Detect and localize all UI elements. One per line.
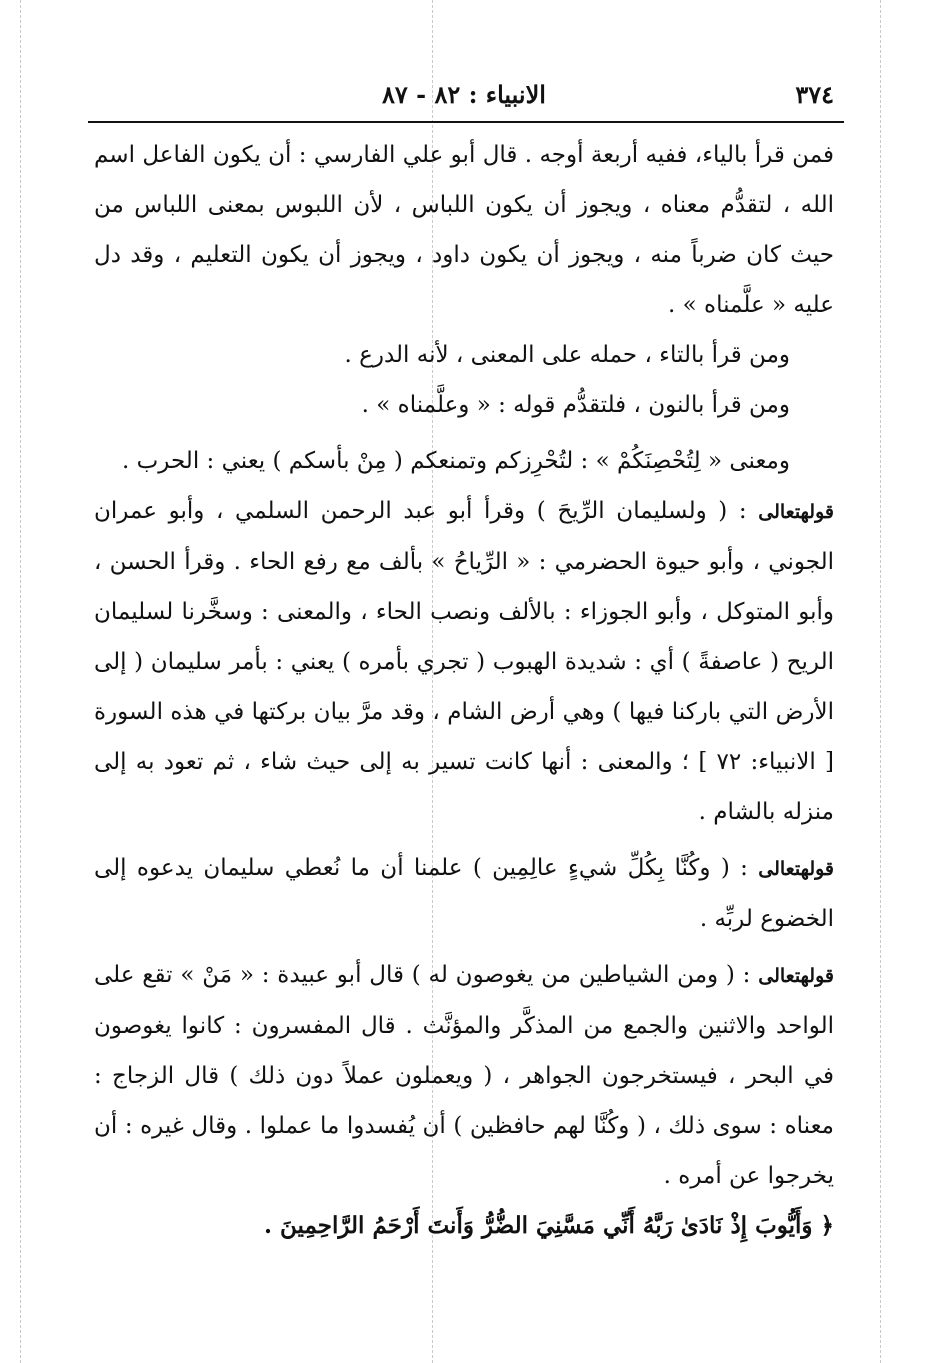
fold-line	[20, 0, 21, 1363]
quran-verse: ﴿ وَأَيُّوبَ إِذْ نَادَىٰ رَبَّهُ أَنِّي مَسَّنِيَ الضُّرُّ وَأَنتَ أَرْحَمُ الرَّاحِمِينَ .	[263, 1212, 834, 1239]
paragraph-3: ومن قرأ بالنون ، فلتقدُّم قوله : « وعلَّمناه » .	[361, 392, 790, 418]
commentary-label: قولهتعالى	[758, 858, 835, 880]
paragraph-2: ومن قرأ بالتاء ، حمله على المعنى ، لأنه الدرع .	[344, 342, 790, 368]
page-number: ٣٧٤	[795, 80, 834, 109]
paragraph-1: فمن قرأ بالياء، ففيه أربعة أوجه . قال أبو علي الفارسي : أن يكون الفاعل اسم الله ، لتقدُّم معناه ، ويجوز أن يكون اللباس ، لأن اللبوس بمعنى اللباس من حيث كان ضرباً منه ، ويجوز أن يكون داود ، ويجوز أن يكون التعليم ، وقد دل عليه « علَّمناه » .	[94, 142, 834, 318]
commentary-label: قولهتعالى	[758, 501, 834, 523]
running-header	[92, 72, 852, 112]
paragraph-7-text: : ( ومن الشياطين من يغوصون له ) قال أبو عبيدة : « مَنْ » تقع على الواحد والاثنين والجمع من المذكَّر والمؤنَّث . قال المفسرون : كانوا يغوصون في البحر ، فيستخرجون الجواهر ، ( ويعملون عملاً دون ذلك ) قال الزجاج : معناه : سوى ذلك ، ( وكُنَّا لهم حافظين ) أن يُفسدوا ما عملوا . وقال غيره : أن يخرجوا عن أمره .	[94, 962, 834, 1189]
paragraph-5	[94, 486, 834, 837]
sura-verse-range: الانبياء : ٨٢ - ٨٧	[382, 80, 546, 109]
page-body	[94, 130, 834, 1251]
paragraph-6-text: : ( وكُنَّا بِكُلِّ شيءٍ عالِمِين ) علمنا أن ما نُعطي سليمان يدعوه إلى الخضوع لربِّه .	[94, 855, 834, 932]
paragraph-6	[94, 843, 834, 944]
paragraph-4: ومعنى « لِتُحْصِنَكُمْ » : لتُحْرِزكم وتمنعكم ( مِنْ بأسكم ) يعني : الحرب .	[122, 448, 790, 474]
fold-line	[880, 0, 881, 1363]
commentary-label: قولهتعالى	[758, 965, 834, 987]
paragraph-7	[94, 950, 834, 1201]
header-rule	[88, 121, 844, 123]
paragraph-5-text: : ( ولسليمان الرِّيحَ ) وقرأ أبو عبد الرحمن السلمي ، وأبو عمران الجوني ، وأبو حيوة الحضرمي : « الرِّياحُ » بألف مع رفع الحاء . وقرأ الحسن ، وأبو المتوكل ، وأبو الجوزاء : بالألف ونصب الحاء ، والمعنى : وسخَّرنا لسليمان الريح ( عاصفةً ) أي : شديدة الهبوب ( تجري بأمره ) يعني : بأمر سليمان ( إلى الأرض التي باركنا فيها ) وهي أرض الشام ، وقد مرَّ بيان بركتها في هذه السورة [ الانبياء: ٧٢ ] ؛ والمعنى : أنها كانت تسير به إلى حيث شاء ، ثم تعود به إلى منزله بالشام .	[94, 498, 834, 825]
